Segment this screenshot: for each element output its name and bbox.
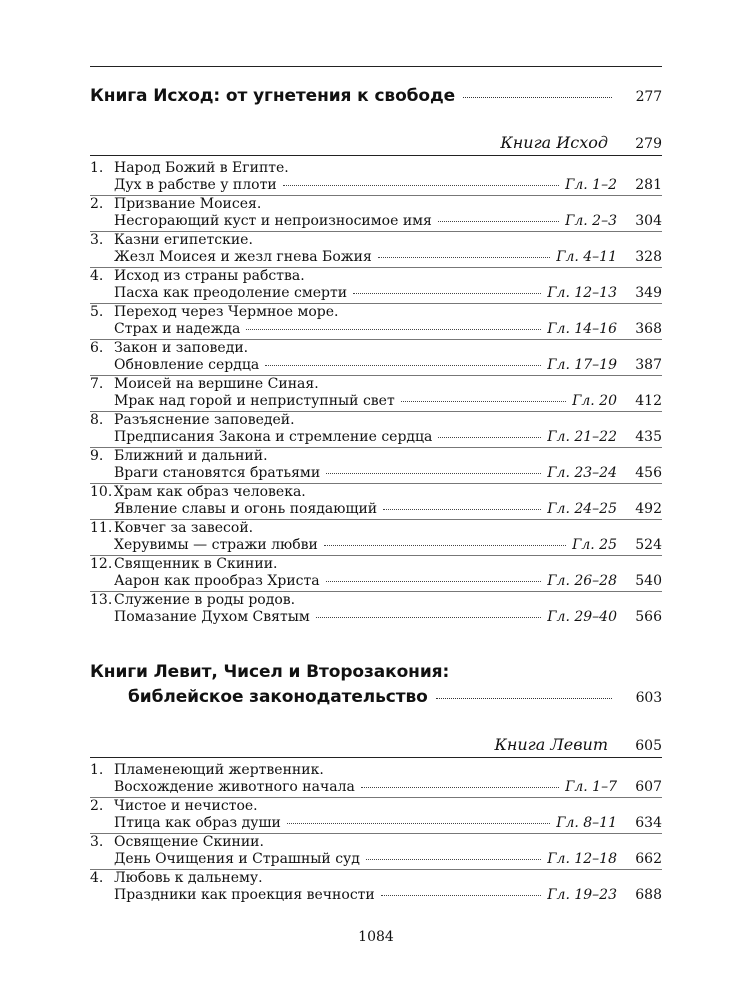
entry-chapters: Гл. 19–23 bbox=[547, 887, 617, 903]
dot-leader bbox=[326, 473, 541, 474]
entry-title: Переход через Чермное море. bbox=[114, 304, 339, 320]
toc-page bbox=[90, 0, 662, 1000]
entry-subtitle-row bbox=[114, 779, 662, 796]
entry-page: 688 bbox=[635, 887, 662, 903]
dot-leader bbox=[265, 365, 541, 366]
entry-title: Казни египетские. bbox=[114, 232, 253, 248]
entry-subtitle: Мрак над горой и неприступный свет bbox=[114, 393, 395, 409]
dot-leader bbox=[401, 401, 566, 402]
dot-leader bbox=[287, 823, 550, 824]
entry-chapters: Гл. 26–28 bbox=[547, 573, 617, 589]
entry-subtitle-row bbox=[114, 393, 662, 410]
book-name: Книга Исход bbox=[500, 133, 608, 152]
entry-title: Ковчег за завесой. bbox=[114, 520, 254, 536]
section-rule bbox=[90, 155, 662, 156]
dot-leader bbox=[381, 895, 542, 896]
entry-chapters: Гл. 21–22 bbox=[547, 429, 617, 445]
entry-chapters: Гл. 23–24 bbox=[547, 465, 617, 481]
toc-entry bbox=[90, 592, 662, 628]
toc-entries-exodus bbox=[90, 160, 662, 628]
page-number: 1084 bbox=[358, 929, 394, 945]
entry-number: 3. bbox=[90, 834, 104, 850]
entry-chapters: Гл. 24–25 bbox=[547, 501, 617, 517]
entry-subtitle: Аарон как прообраз Христа bbox=[114, 573, 320, 589]
toc-entry bbox=[90, 412, 662, 448]
entry-page: 662 bbox=[635, 851, 662, 867]
entry-page: 328 bbox=[635, 249, 662, 265]
entry-chapters: Гл. 20 bbox=[572, 393, 617, 409]
entry-page: 349 bbox=[635, 285, 662, 301]
toc-entry bbox=[90, 304, 662, 340]
entry-subtitle: Праздники как проекция вечности bbox=[114, 887, 375, 903]
entry-subtitle-row bbox=[114, 357, 662, 374]
book-page: 279 bbox=[635, 136, 662, 152]
entry-subtitle-row bbox=[114, 501, 662, 518]
entry-number: 10. bbox=[90, 484, 113, 500]
entry-page: 634 bbox=[635, 815, 662, 831]
dot-leader bbox=[438, 437, 541, 438]
dot-leader bbox=[378, 257, 550, 258]
dot-leader bbox=[436, 698, 612, 699]
entry-chapters: Гл. 1–2 bbox=[565, 177, 617, 193]
entry-title: Служение в роды родов. bbox=[114, 592, 296, 608]
entry-subtitle-row bbox=[114, 609, 662, 626]
entry-subtitle-row bbox=[114, 213, 662, 230]
entry-number: 4. bbox=[90, 870, 104, 886]
entry-page: 492 bbox=[635, 501, 662, 517]
entry-title: Призвание Моисея. bbox=[114, 196, 262, 212]
entry-page: 524 bbox=[635, 537, 662, 553]
entry-subtitle: Предписания Закона и стремление сердца bbox=[114, 429, 433, 445]
entry-chapters: Гл. 1–7 bbox=[565, 779, 617, 795]
entry-page: 387 bbox=[635, 357, 662, 373]
entry-page: 435 bbox=[635, 429, 662, 445]
entry-subtitle-row bbox=[114, 321, 662, 338]
entry-chapters: Гл. 12–13 bbox=[547, 285, 617, 301]
toc-entry bbox=[90, 160, 662, 196]
entry-subtitle: Восхождение животного начала bbox=[114, 779, 355, 795]
entry-page: 607 bbox=[635, 779, 662, 795]
toc-entry bbox=[90, 798, 662, 834]
toc-entry bbox=[90, 484, 662, 520]
entry-chapters: Гл. 12–18 bbox=[547, 851, 617, 867]
entry-number: 3. bbox=[90, 232, 104, 248]
dot-leader bbox=[353, 293, 541, 294]
entry-subtitle: Несгорающий куст и непроизносимое имя bbox=[114, 213, 432, 229]
entry-subtitle-row bbox=[114, 177, 662, 194]
entry-page: 456 bbox=[635, 465, 662, 481]
entry-subtitle: Пасха как преодоление смерти bbox=[114, 285, 348, 301]
entry-title: Храм как образ человека. bbox=[114, 484, 306, 500]
toc-entry bbox=[90, 520, 662, 556]
dot-leader bbox=[326, 581, 542, 582]
entry-title: Священник в Скинии. bbox=[114, 556, 278, 572]
entry-number: 2. bbox=[90, 798, 104, 814]
entry-number: 1. bbox=[90, 762, 104, 778]
dot-leader bbox=[383, 509, 541, 510]
entry-number: 13. bbox=[90, 592, 113, 608]
entry-number: 8. bbox=[90, 412, 104, 428]
toc-entry bbox=[90, 762, 662, 798]
entry-number: 11. bbox=[90, 520, 113, 536]
entry-chapters: Гл. 14–16 bbox=[547, 321, 617, 337]
toc-entry bbox=[90, 196, 662, 232]
entry-subtitle: Птица как образ души bbox=[114, 815, 281, 831]
toc-entries-leviticus bbox=[90, 762, 662, 906]
entry-subtitle-row bbox=[114, 249, 662, 266]
entry-number: 2. bbox=[90, 196, 104, 212]
entry-number: 9. bbox=[90, 448, 104, 464]
entry-chapters: Гл. 17–19 bbox=[547, 357, 617, 373]
entry-title: Народ Божий в Египте. bbox=[114, 160, 289, 176]
entry-title: Моисей на вершине Синая. bbox=[114, 376, 319, 392]
entry-subtitle-row bbox=[114, 537, 662, 554]
entry-title: Пламенеющий жертвенник. bbox=[114, 762, 324, 778]
entry-title: Любовь к дальнему. bbox=[114, 870, 263, 886]
book-heading-leviticus bbox=[494, 735, 662, 754]
entry-chapters: Гл. 4–11 bbox=[556, 249, 617, 265]
entry-number: 6. bbox=[90, 340, 104, 356]
entry-number: 7. bbox=[90, 376, 104, 392]
entry-chapters: Гл. 8–11 bbox=[556, 815, 617, 831]
entry-page: 540 bbox=[635, 573, 662, 589]
entry-subtitle: Обновление сердца bbox=[114, 357, 260, 373]
toc-entry bbox=[90, 232, 662, 268]
section-rule bbox=[90, 757, 662, 758]
top-rule bbox=[90, 66, 662, 67]
entry-page: 304 bbox=[635, 213, 662, 229]
book-name: Книга Левит bbox=[494, 735, 608, 754]
entry-page: 412 bbox=[635, 393, 662, 409]
dot-leader bbox=[438, 221, 559, 222]
entry-chapters: Гл. 25 bbox=[572, 537, 617, 553]
entry-number: 12. bbox=[90, 556, 113, 572]
entry-number: 1. bbox=[90, 160, 104, 176]
dot-leader bbox=[361, 787, 559, 788]
entry-subtitle: Явление славы и огонь поядающий bbox=[114, 501, 378, 517]
dot-leader bbox=[283, 185, 559, 186]
toc-entry bbox=[90, 556, 662, 592]
book-heading-exodus bbox=[500, 133, 662, 152]
entry-subtitle-row bbox=[114, 429, 662, 446]
part-title: Книга Исход: от угнетения к свободе bbox=[90, 86, 456, 106]
entry-number: 5. bbox=[90, 304, 104, 320]
entry-page: 566 bbox=[635, 609, 662, 625]
dot-leader bbox=[316, 617, 542, 618]
entry-page: 368 bbox=[635, 321, 662, 337]
part-page: 277 bbox=[635, 89, 662, 105]
entry-subtitle-row bbox=[114, 573, 662, 590]
entry-subtitle-row bbox=[114, 465, 662, 482]
toc-entry bbox=[90, 268, 662, 304]
part-heading-leviticus bbox=[90, 662, 662, 707]
entry-subtitle-row bbox=[114, 887, 662, 904]
entry-subtitle: Враги становятся братьями bbox=[114, 465, 321, 481]
entry-chapters: Гл. 2–3 bbox=[565, 213, 617, 229]
toc-entry bbox=[90, 870, 662, 906]
entry-title: Ближний и дальний. bbox=[114, 448, 268, 464]
toc-entry bbox=[90, 340, 662, 376]
dot-leader bbox=[366, 859, 541, 860]
entry-subtitle: День Очищения и Страшный суд bbox=[114, 851, 360, 867]
part-title-line1: Книги Левит, Чисел и Второзакония: bbox=[90, 662, 450, 682]
toc-entry bbox=[90, 376, 662, 412]
toc-entry bbox=[90, 448, 662, 484]
part-heading-exodus bbox=[90, 86, 662, 106]
entry-title: Чистое и нечистое. bbox=[114, 798, 258, 814]
entry-subtitle: Дух в рабстве у плоти bbox=[114, 177, 277, 193]
entry-subtitle-row bbox=[114, 285, 662, 302]
entry-page: 281 bbox=[635, 177, 662, 193]
entry-subtitle: Херувимы — стражи любви bbox=[114, 537, 318, 553]
part-page: 603 bbox=[635, 690, 662, 706]
dot-leader bbox=[463, 97, 612, 98]
entry-subtitle: Страх и надежда bbox=[114, 321, 241, 337]
entry-title: Разъяснение заповедей. bbox=[114, 412, 295, 428]
dot-leader bbox=[246, 329, 541, 330]
dot-leader bbox=[324, 545, 566, 546]
entry-chapters: Гл. 29–40 bbox=[547, 609, 617, 625]
book-page: 605 bbox=[635, 738, 662, 754]
entry-number: 4. bbox=[90, 268, 104, 284]
entry-title: Исход из страны рабства. bbox=[114, 268, 305, 284]
entry-subtitle: Помазание Духом Святым bbox=[114, 609, 310, 625]
entry-subtitle: Жезл Моисея и жезл гнева Божия bbox=[114, 249, 372, 265]
entry-subtitle-row bbox=[114, 851, 662, 868]
entry-title: Закон и заповеди. bbox=[114, 340, 249, 356]
part-title-line2: библейское законодательство bbox=[128, 687, 428, 707]
toc-entry bbox=[90, 834, 662, 870]
entry-title: Освящение Скинии. bbox=[114, 834, 264, 850]
entry-subtitle-row bbox=[114, 815, 662, 832]
